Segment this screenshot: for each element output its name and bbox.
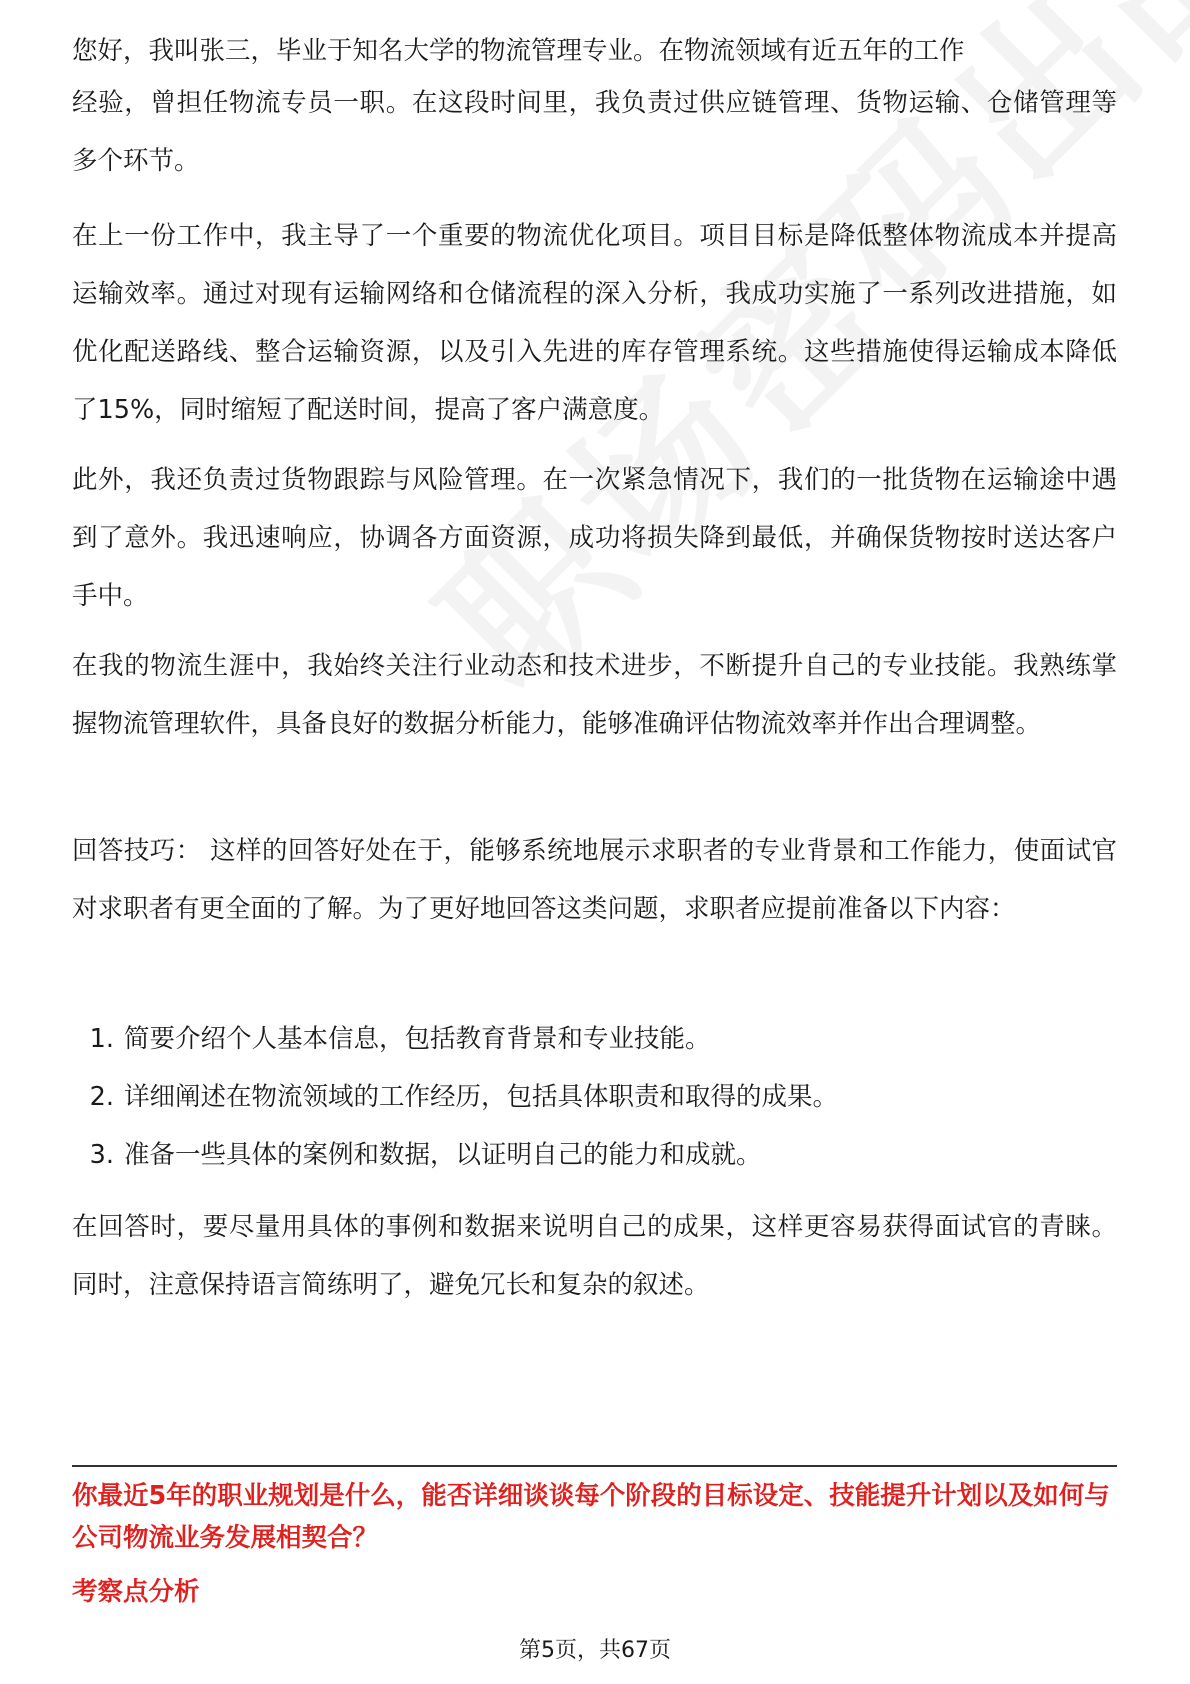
list-item-text: 详细阐述在物流领域的工作经历，包括具体职责和取得的成果。 (124, 1082, 839, 1112)
tips-list (72, 1010, 1117, 1184)
list-item-number: 1. (89, 1024, 114, 1054)
list-item-text: 准备一些具体的案例和数据，以证明自己的能力和成就。 (124, 1140, 762, 1170)
paragraph-2: 在上一份工作中，我主导了一个重要的物流优化项目。项目目标是降低整体物流成本并提高运输效率。通过对现有运输网络和仓储流程的深入分析，我成功实施了一系列改进措施，如优化配送路线、整合运输资源，以及引入先进的库存管理系统。这些措施使得运输成本降低了15%，同时缩短了配送时间，提高了客户满意度。 (72, 221, 1117, 425)
cut-top-line-text: 您好，我叫张三，毕业于知名大学的物流管理专业。在物流领域有近五年的工作 (72, 36, 965, 66)
section-divider (72, 1465, 1117, 1467)
list-item (72, 1068, 1117, 1126)
list-item (72, 1010, 1117, 1068)
interview-question: 你最近5年的职业规划是什么，能否详细谈谈每个阶段的目标设定、技能提升计划以及如何与公司物流业务发展相契合？ (72, 1481, 1110, 1553)
list-item (72, 1126, 1117, 1184)
list-item-number: 2. (89, 1082, 114, 1112)
answer-tips-paragraph: 回答技巧： 这样的回答好处在于，能够系统地展示求职者的专业背景和工作能力，使面试官对求职者有更全面的了解。为了更好地回答这类问题，求职者应提前准备以下内容： (72, 836, 1117, 924)
paragraph-3: 此外，我还负责过货物跟踪与风险管理。在一次紧急情况下，我们的一批货物在运输途中遇到了意外。我迅速响应，协调各方面资源，成功将损失降到最低，并确保货物按时送达客户手中。 (72, 465, 1117, 611)
cut-top-line (72, 30, 1117, 70)
list-item-number: 3. (89, 1140, 114, 1170)
list-item-text: 简要介绍个人基本信息，包括教育背景和专业技能。 (124, 1024, 711, 1054)
page-footer: 第5页，共67页 (519, 1638, 671, 1663)
closing-paragraph: 在回答时，要尽量用具体的事例和数据来说明自己的成果，这样更容易获得面试官的青睐。同时，注意保持语言简练明了，避免冗长和复杂的叙述。 (72, 1212, 1117, 1300)
paragraph-1: 经验，曾担任物流专员一职。在这段时间里，我负责过供应链管理、货物运输、仓储管理等多个环节。 (72, 88, 1117, 176)
analysis-heading: 考察点分析 (72, 1577, 200, 1607)
paragraph-4: 在我的物流生涯中，我始终关注行业动态和技术进步，不断提升自己的专业技能。我熟练掌握物流管理软件，具备良好的数据分析能力，能够准确评估物流效率并作出合理调整。 (72, 651, 1117, 739)
